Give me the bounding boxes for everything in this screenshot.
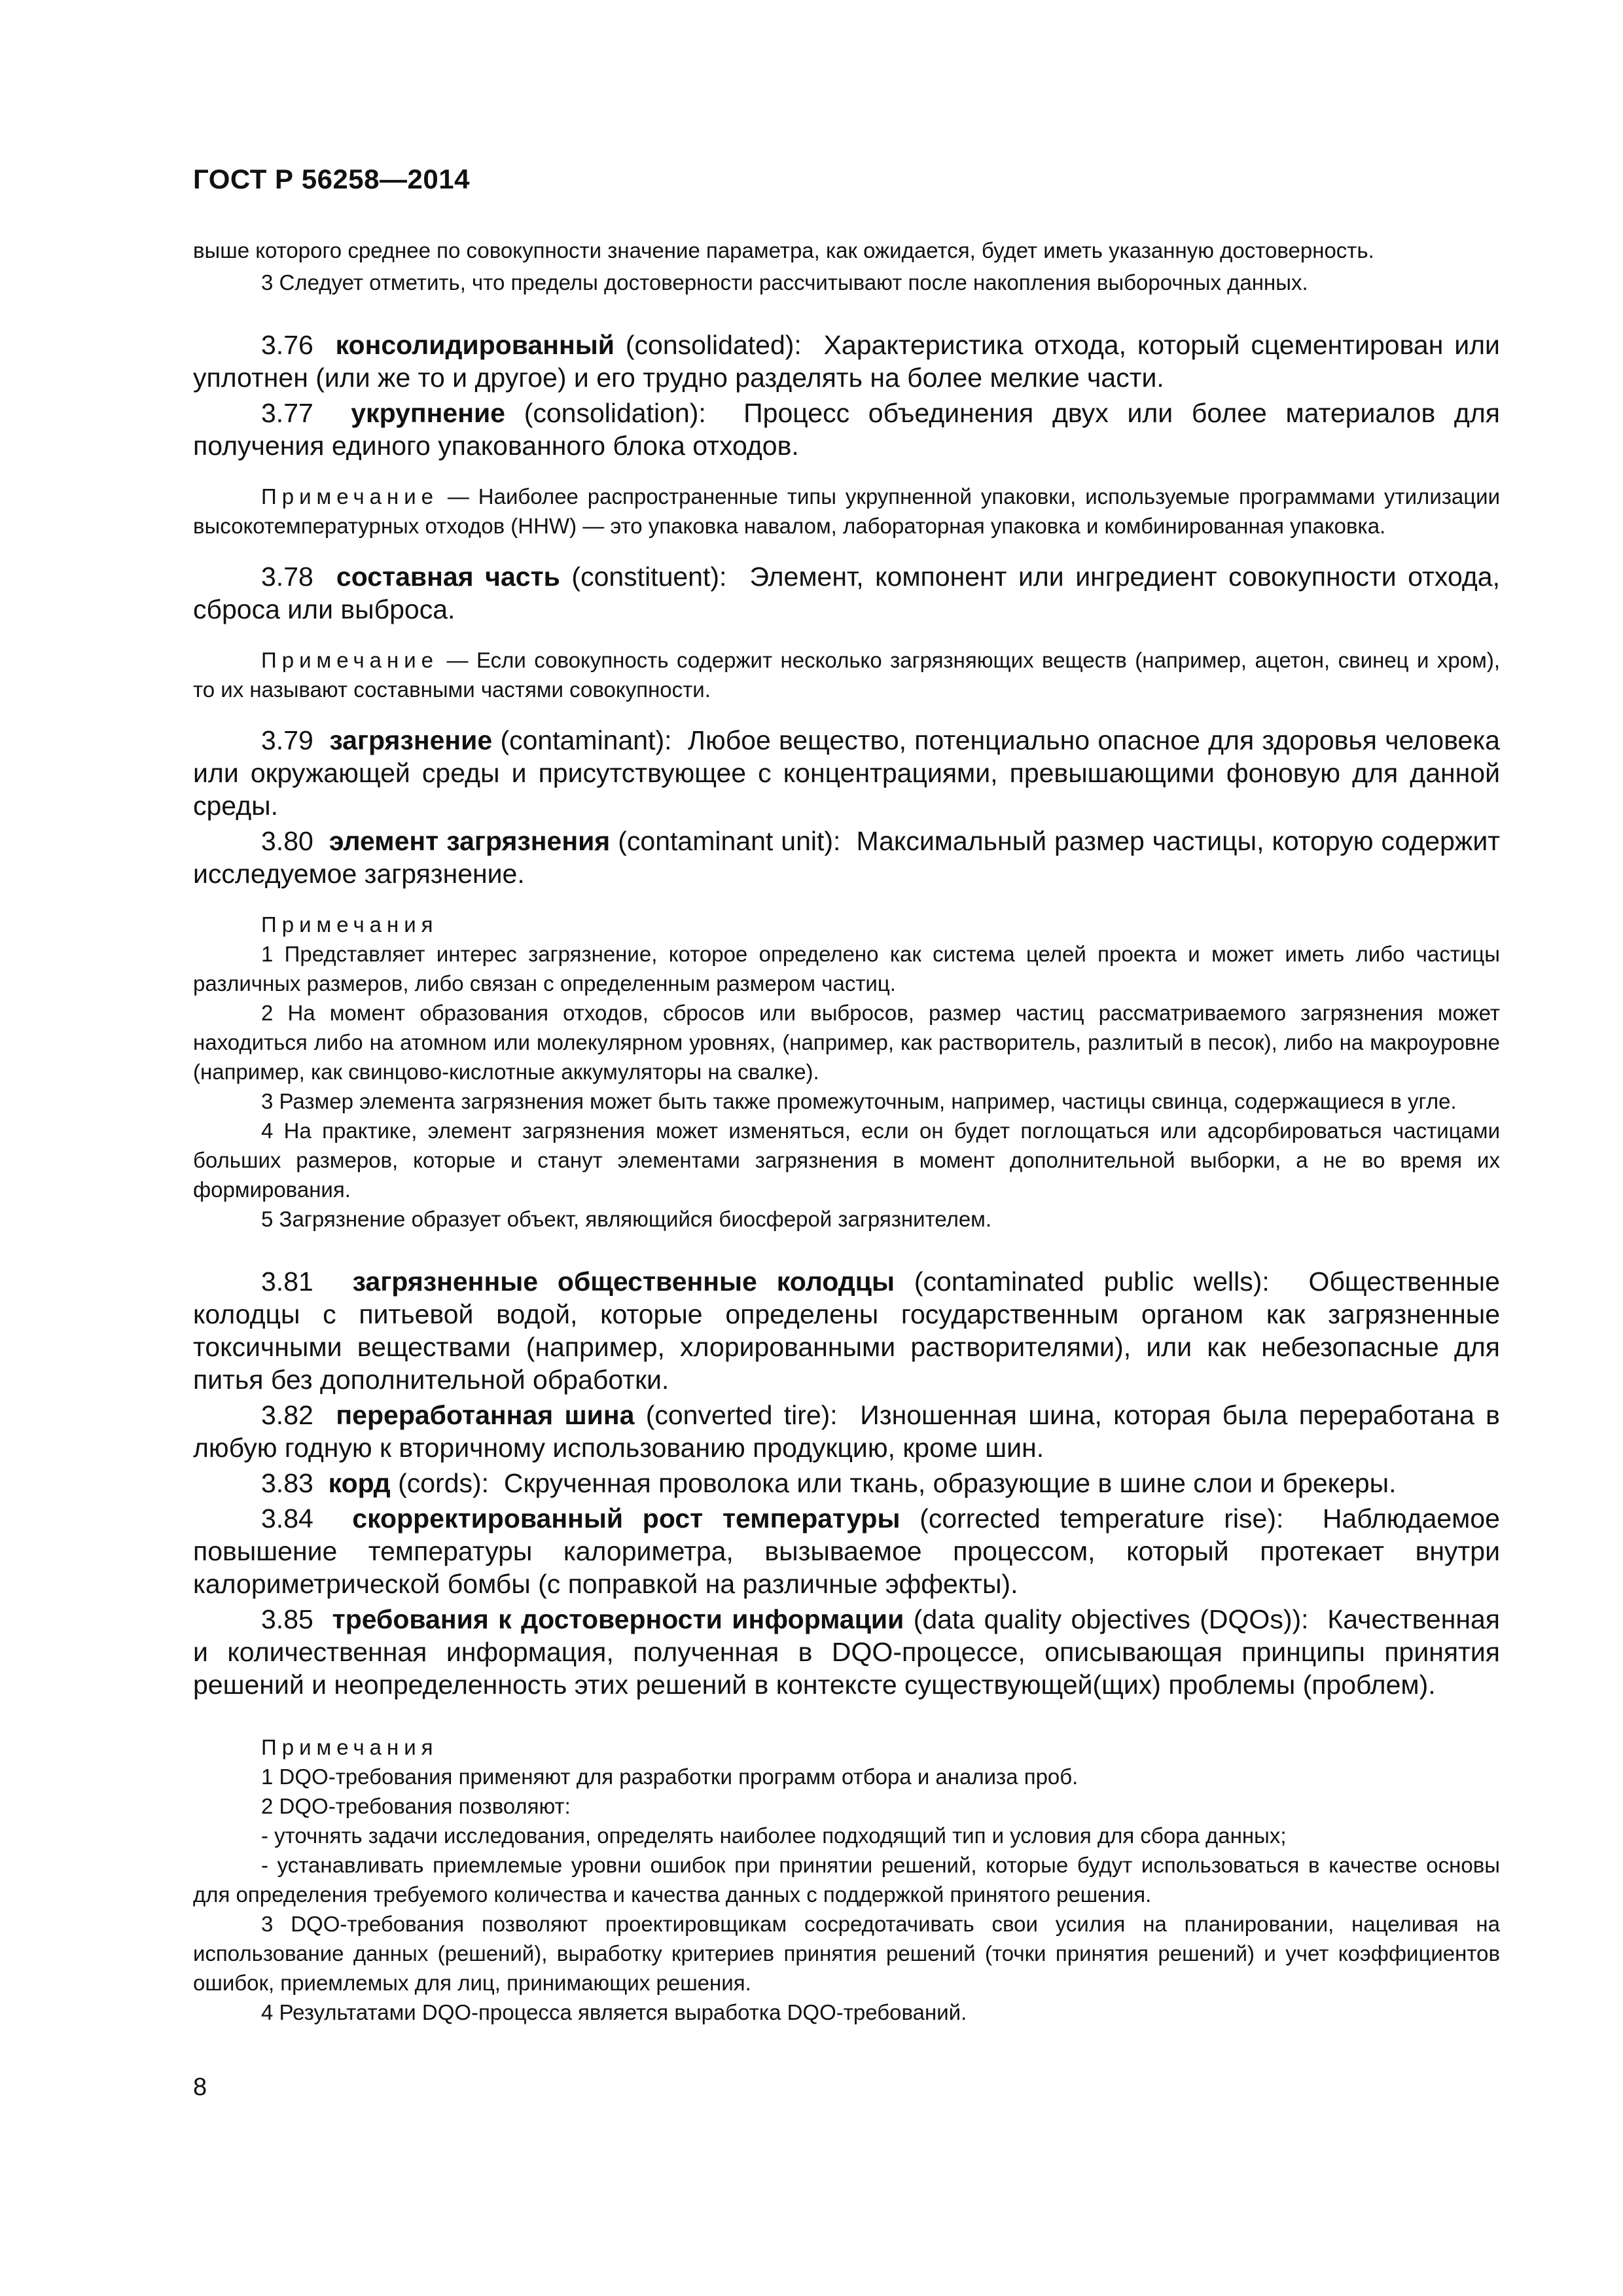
- term-number: 3.82: [261, 1400, 313, 1430]
- term-number: 3.76: [261, 330, 313, 360]
- term-number: 3.78: [261, 562, 313, 592]
- term-number: 3.77: [261, 398, 313, 428]
- note-label: Примечание: [261, 484, 439, 509]
- term-english: (contaminant unit):: [618, 826, 841, 856]
- term-number: 3.84: [261, 1503, 313, 1534]
- term-name: требования к достоверности информации: [332, 1604, 904, 1634]
- note-item: 2 DQO-требования позволяют:: [261, 1794, 571, 1818]
- term-name: укрупнение: [351, 398, 505, 428]
- term-name: скорректированный рост температуры: [352, 1503, 901, 1534]
- term-english: (consolidated):: [625, 330, 802, 360]
- note-item: 3 Следует отметить, что пределы достоверности рассчитывают после накопления выборочных данных.: [261, 270, 1308, 295]
- notes-heading: Примечания: [261, 912, 438, 937]
- note-item: 2 На момент образования отходов, сбросов или выбросов, размер частиц рассматриваемого загрязнения может находиться либо на атомном или молекулярном уровнях, (например, как растворитель, разлитый в песок), либо на макроуровне (например, как свинцово-кислотные аккумуляторы на свалке).: [193, 1001, 1500, 1084]
- term-number: 3.80: [261, 826, 313, 856]
- term-name: загрязнение: [329, 725, 493, 755]
- term-name: элемент загрязнения: [329, 826, 611, 856]
- term-3-77: [193, 397, 1500, 462]
- term-name: загрязненные общественные колодцы: [352, 1266, 895, 1297]
- term-definition: Процесс объединения двух или более материалов для получения единого упакованного блока отходов.: [193, 398, 1500, 461]
- term-3-80: [193, 825, 1500, 890]
- term-english: (contaminant):: [500, 725, 672, 755]
- term-definition: Характеристика отхода, который сцементирован или уплотнен (или же то и другое) и его трудно разделять на более мелкие части.: [193, 330, 1500, 393]
- term-definition: Скрученная проволока или ткань, образующие в шине слои и брекеры.: [503, 1468, 1397, 1498]
- term-3-84: [193, 1502, 1500, 1600]
- term-definition: Качественная и количественная информация, полученная в DQO-процессе, описывающая принципы принятия решений и неопределенность этих решений в контексте существующей(щих) проблемы (проблем).: [193, 1604, 1500, 1700]
- term-english: (converted tire):: [645, 1400, 838, 1430]
- term-3-78: [193, 560, 1500, 626]
- page-number: 8: [193, 2073, 207, 2101]
- note-item: - устанавливать приемлемые уровни ошибок при принятии решений, которые будут использоваться в качестве основы для определения требуемого количества и качества данных с поддержкой принятого решения.: [193, 1853, 1500, 1907]
- term-number: 3.81: [261, 1266, 313, 1297]
- term-english: (corrected temperature rise):: [919, 1503, 1284, 1534]
- note-item: 4 Результатами DQO-процесса является выработка DQO-требований.: [261, 2000, 967, 2024]
- note-item: 1 DQO-требования применяют для разработки программ отбора и анализа проб.: [261, 1765, 1079, 1789]
- note-3-77: [193, 482, 1500, 541]
- note-text: — Наиболее распространенные типы укрупненной упаковки, используемые программами утилизации высокотемпературных отходов (HHW) — это упаковка навалом, лабораторная упаковка и комбинированная упаковка.: [193, 484, 1500, 538]
- continuation-text: выше которого среднее по совокупности значение параметра, как ожидается, будет иметь указанную достоверность.: [193, 238, 1374, 262]
- notes-heading: Примечания: [261, 1735, 438, 1759]
- note-3-78: [193, 645, 1500, 704]
- note-item: - уточнять задачи исследования, определять наиболее подходящий тип и условия для сбора данных;: [261, 1823, 1287, 1848]
- term-definition: Элемент, компонент или ингредиент совокупности отхода, сброса или выброса.: [193, 562, 1500, 624]
- term-number: 3.79: [261, 725, 313, 755]
- term-number: 3.85: [261, 1604, 313, 1634]
- term-definition: Общественные колодцы с питьевой водой, которые определены государственным органом как загрязненные токсичными веществами (например, хлорированными растворителями), или как небезопасные для питья без дополнительной обработки.: [193, 1266, 1500, 1395]
- term-3-83: [193, 1467, 1500, 1499]
- term-definition: Наблюдаемое повышение температуры калориметра, вызываемое процессом, который протекает внутри калориметрической бомбы (с поправкой на различные эффекты).: [193, 1503, 1500, 1599]
- term-3-79: [193, 724, 1500, 822]
- document-header: ГОСТ Р 56258—2014: [193, 164, 470, 194]
- note-item: 3 DQO-требования позволяют проектировщикам сосредотачивать свои усилия на планировании, нацеливая на использование данных (решений), выработку критериев принятия решений (точки принятия решений) и учет коэффициентов ошибок, приемлемых для лиц, принимающих решения.: [193, 1912, 1500, 1995]
- term-number: 3.83: [261, 1468, 313, 1498]
- term-english: (data quality objectives (DQOs)):: [913, 1604, 1309, 1634]
- term-3-81: [193, 1265, 1500, 1396]
- term-english: (consolidation):: [524, 398, 706, 428]
- term-name: консолидированный: [335, 330, 615, 360]
- term-name: корд: [328, 1468, 391, 1498]
- note-item: 3 Размер элемента загрязнения может быть также промежуточным, например, частицы свинца, содержащиеся в угле.: [261, 1089, 1457, 1113]
- note-item: 5 Загрязнение образует объект, являющийся биосферой загрязнителем.: [261, 1207, 992, 1231]
- document-page: [193, 164, 1500, 2027]
- term-3-85: [193, 1603, 1500, 1701]
- term-english: (contaminated public wells):: [914, 1266, 1270, 1297]
- term-3-76: [193, 329, 1500, 394]
- term-definition: Максимальный размер частицы, которую содержит исследуемое загрязнение.: [193, 826, 1500, 889]
- term-english: (cords):: [398, 1468, 490, 1498]
- term-definition: Изношенная шина, которая была переработана в любую годную к вторичному использованию продукцию, кроме шин.: [193, 1400, 1500, 1463]
- note-label: Примечание: [261, 648, 439, 672]
- term-english: (constituent):: [571, 562, 727, 592]
- term-name: переработанная шина: [336, 1400, 635, 1430]
- note-item: 4 На практике, элемент загрязнения может изменяться, если он будет поглощаться или адсорбироваться частицами больших размеров, которые и станут элементами загрязнения в момент дополнительной выборки, а не во время их формирования.: [193, 1119, 1500, 1202]
- term-name: составная часть: [336, 562, 560, 592]
- term-definition: Любое вещество, потенциально опасное для здоровья человека или окружающей среды и присутствующее с концентрациями, превышающими фоновую для данной среды.: [193, 725, 1500, 821]
- term-3-82: [193, 1399, 1500, 1464]
- note-text: — Если совокупность содержит несколько загрязняющих веществ (например, ацетон, свинец и хром), то их называют составными частями совокупности.: [193, 648, 1500, 702]
- note-item: 1 Представляет интерес загрязнение, которое определено как система целей проекта и может иметь либо частицы различных размеров, либо связан с определенным размером частиц.: [193, 942, 1500, 996]
